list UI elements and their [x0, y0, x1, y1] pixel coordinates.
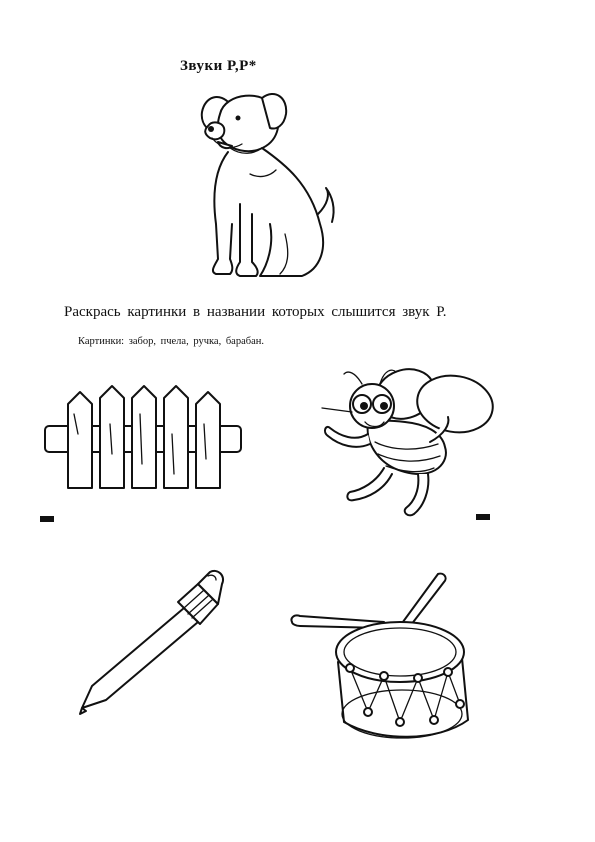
drum-icon [288, 572, 478, 752]
instruction-text: Раскрась картинки в названии которых слышится звук Р. [64, 304, 447, 320]
bee-icon [310, 362, 500, 522]
worksheet-title: Звуки Р,Р* [180, 58, 257, 74]
fence-icon [40, 364, 240, 524]
pictures-hint: Картинки: забор, пчела, ручка, барабан. [78, 336, 264, 347]
pen-icon [74, 568, 234, 718]
dog-icon [190, 84, 350, 284]
